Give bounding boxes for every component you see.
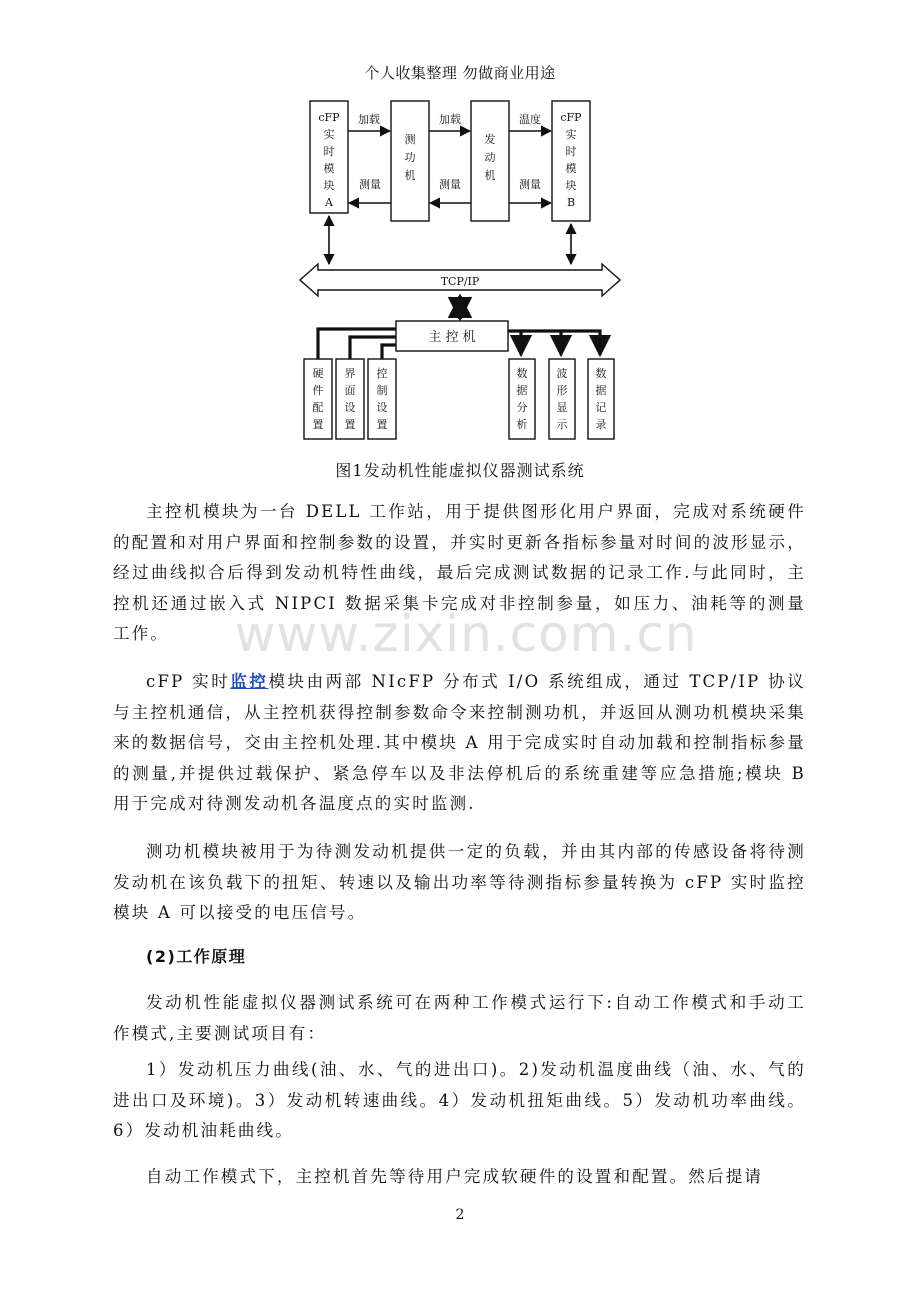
label-measure-3: 测量 bbox=[519, 178, 541, 191]
system-diagram-svg bbox=[296, 93, 626, 443]
data-analysis-1: 数 bbox=[516, 367, 528, 380]
cfp-b-line-6: B bbox=[566, 196, 576, 209]
paragraph-test-items: 1）发动机压力曲线(油、水、气的进出口)。2)发动机温度曲线（油、水、气的进出口及环境)。3）发动机转速曲线。4）发动机扭矩曲线。5）发动机功率曲线。6）发动机油耗曲线。 bbox=[113, 1060, 806, 1140]
hw-config-3: 配 bbox=[312, 401, 324, 414]
cfp-a-line-2: 实 bbox=[323, 128, 335, 141]
waveform-2: 形 bbox=[556, 384, 568, 397]
watermark: www.zixin.com.cn bbox=[234, 605, 698, 663]
cfp-b-line-2: 实 bbox=[565, 128, 577, 141]
waveform-3: 显 bbox=[556, 401, 568, 414]
data-analysis-4: 析 bbox=[516, 418, 528, 431]
connector-left-ctrl bbox=[382, 345, 396, 360]
label-measure-1: 测量 bbox=[359, 178, 381, 191]
bus-label: TCP/IP bbox=[440, 275, 480, 288]
paragraph-cfp-after: 模块由两部 NIcFP 分布式 I/O 系统组成，通过 TCP/IP 协议与主控机通信，从主控机获得控制参数命令来控制测功机，并返回从测功机模块采集来的数据信号，交由主控机处理.其中模块 A 用于完成实时自动加载和控制指标参量的测量,并提供过载保护、紧急停车以及非法停机后的系统重建等应急措施;模块 B 用于完成对待测发动机各温度点的实时监测. bbox=[113, 672, 806, 813]
engine-line-3: 机 bbox=[484, 169, 496, 182]
hw-config-1: 硬 bbox=[312, 367, 324, 380]
paragraph-host-module: 主控机模块为一台 DELL 工作站，用于提供图形化用户界面，完成对系统硬件的配置和对用户界面和控制参数的设置，并实时更新各指标参量对时间的波形显示，经过曲线拟合后得到发动机特性曲线，最后完成测试数据的记录工作.与此同时，主控机还通过嵌入式 NIPCI 数据采集卡完成对非控制参量，如压力、油耗等的测量工作。 bbox=[113, 502, 806, 643]
cfp-a-line-3: 时 bbox=[323, 145, 335, 158]
page-number: 2 bbox=[455, 1207, 465, 1223]
paragraph-dyno-module: 测功机模块被用于为待测发动机提供一定的负载，并由其内部的传感设备将待测发动机在该负载下的扭矩、转速以及输出功率等待测指标参量转换为 cFP 实时监控模块 A 可以接受的电压信号。 bbox=[113, 842, 806, 922]
dyno-line-2: 功 bbox=[404, 151, 416, 164]
data-analysis-2: 据 bbox=[516, 384, 528, 397]
label-load-2: 加载 bbox=[439, 113, 461, 126]
engine-line-2: 动 bbox=[484, 151, 496, 164]
ui-setup-4: 置 bbox=[344, 418, 356, 431]
cfp-a-line-4: 模 bbox=[323, 162, 335, 175]
cfp-b-line-3: 时 bbox=[565, 145, 577, 158]
cfp-b-line-1: cFP bbox=[560, 111, 582, 124]
paragraph-cfp-module bbox=[113, 667, 806, 820]
label-load-1: 加载 bbox=[358, 113, 380, 126]
dyno-line-1: 测 bbox=[404, 133, 416, 146]
ui-setup-3: 设 bbox=[344, 401, 356, 414]
cfp-b-line-5: 块 bbox=[565, 179, 577, 192]
data-record-1: 数 bbox=[595, 367, 607, 380]
waveform-1: 波 bbox=[556, 367, 568, 380]
data-record-2: 据 bbox=[595, 384, 607, 397]
label-measure-2: 测量 bbox=[439, 178, 461, 191]
label-temperature: 温度 bbox=[519, 113, 541, 126]
data-analysis-3: 分 bbox=[516, 401, 528, 414]
waveform-4: 示 bbox=[556, 418, 568, 431]
ui-setup-2: 面 bbox=[344, 384, 356, 397]
section-heading: (2)工作原理 bbox=[146, 947, 247, 966]
connector-left-ui bbox=[350, 337, 396, 360]
ctrl-setup-3: 设 bbox=[376, 401, 388, 414]
host-label: 主 控 机 bbox=[428, 330, 476, 345]
figure-caption: 图1发动机性能虚拟仪器测试系统 bbox=[335, 461, 585, 480]
ui-setup-1: 界 bbox=[344, 367, 356, 380]
engine-line-1: 发 bbox=[484, 133, 496, 146]
ctrl-setup-1: 控 bbox=[376, 367, 388, 380]
cfp-a-line-5: 块 bbox=[323, 179, 335, 192]
data-record-4: 录 bbox=[595, 418, 607, 431]
data-record-3: 记 bbox=[595, 401, 607, 414]
cfp-b-line-4: 模 bbox=[565, 162, 577, 175]
dyno-line-3: 机 bbox=[404, 169, 416, 182]
paragraph-work-modes: 发动机性能虚拟仪器测试系统可在两种工作模式运行下:自动工作模式和手动工作模式,主要测试项目有： bbox=[113, 993, 806, 1043]
page-header: 个人收集整理 勿做商业用途 bbox=[364, 64, 556, 82]
hw-config-2: 件 bbox=[312, 384, 324, 397]
system-diagram bbox=[296, 93, 626, 443]
monitor-link[interactable]: 监控 bbox=[230, 672, 269, 691]
cfp-a-line-6: A bbox=[325, 196, 333, 209]
hw-config-4: 置 bbox=[312, 418, 324, 431]
paragraph-auto-mode: 自动工作模式下，主控机首先等待用户完成软硬件的设置和配置。然后提请 bbox=[146, 1167, 764, 1186]
paragraph-cfp-before: cFP 实时 bbox=[146, 672, 231, 691]
cfp-a-line-1: cFP bbox=[318, 111, 340, 124]
ctrl-setup-4: 置 bbox=[376, 418, 388, 431]
ctrl-setup-2: 制 bbox=[376, 384, 388, 397]
